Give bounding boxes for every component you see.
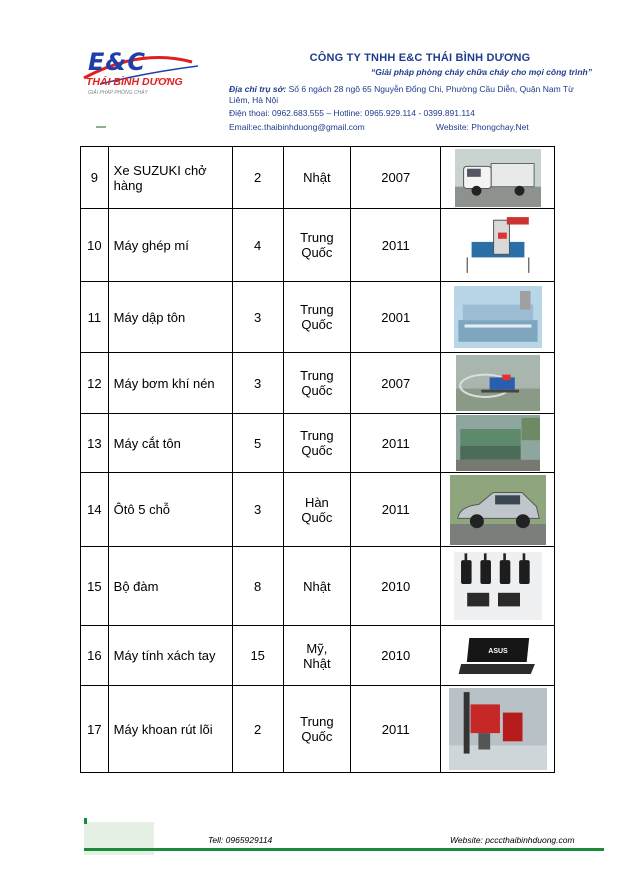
seaming-machine-photo xyxy=(454,214,542,276)
table-row xyxy=(81,686,555,773)
row-number: 17 xyxy=(81,686,109,773)
item-photo xyxy=(441,209,555,282)
row-number: 14 xyxy=(81,473,109,547)
company-name: CÔNG TY TNHH E&C THÁI BÌNH DƯƠNG xyxy=(309,52,531,64)
footer-tick xyxy=(84,818,87,824)
item-photo xyxy=(441,686,555,773)
item-name: Máy bơm khí nén xyxy=(108,353,232,414)
item-quantity: 3 xyxy=(232,473,283,547)
company-logo xyxy=(80,44,208,128)
item-quantity: 15 xyxy=(232,626,283,686)
item-name: Máy dập tôn xyxy=(108,282,232,353)
item-name: Máy khoan rút lõi xyxy=(108,686,232,773)
item-year: 2007 xyxy=(351,353,441,414)
item-quantity: 2 xyxy=(232,686,283,773)
table-row xyxy=(81,147,555,209)
item-photo xyxy=(441,147,555,209)
company-website: Website: Phongchay.Net xyxy=(436,122,529,132)
row-number: 10 xyxy=(81,209,109,282)
table-row xyxy=(81,473,555,547)
logo-mark xyxy=(96,126,106,128)
footer-line xyxy=(84,848,604,851)
table-row xyxy=(81,626,555,686)
item-year: 2007 xyxy=(351,147,441,209)
company-slogan: “Giải pháp phòng cháy chữa cháy cho mọi công trình” xyxy=(371,67,592,77)
item-year: 2010 xyxy=(351,626,441,686)
core-drill-photo xyxy=(449,688,547,770)
row-number: 9 xyxy=(81,147,109,209)
item-origin-text: Mỹ, Nhật xyxy=(303,640,331,671)
air-compressor-photo xyxy=(456,355,540,411)
item-origin xyxy=(283,282,350,353)
item-origin xyxy=(283,414,350,473)
footer-website: Website: pcccthaibinhduong.com xyxy=(450,835,575,845)
item-photo xyxy=(441,626,555,686)
table-row xyxy=(81,282,555,353)
item-quantity: 4 xyxy=(232,209,283,282)
company-address xyxy=(229,84,589,105)
row-number: 12 xyxy=(81,353,109,414)
truck-photo xyxy=(455,149,541,207)
row-number: 15 xyxy=(81,547,109,626)
item-origin-text: Trung Quốc xyxy=(300,428,334,458)
logo-tagline: GIẢI PHÁP PHÒNG CHÁY xyxy=(88,90,148,96)
table-row xyxy=(81,353,555,414)
item-year: 2011 xyxy=(351,686,441,773)
laptop-photo xyxy=(457,636,539,676)
car-photo xyxy=(450,475,546,545)
item-origin-text: Trung Quốc xyxy=(300,714,334,744)
item-year: 2011 xyxy=(351,414,441,473)
table-row xyxy=(81,547,555,626)
item-origin-text: Hàn Quốc xyxy=(301,494,333,525)
item-quantity: 3 xyxy=(232,353,283,414)
item-photo xyxy=(441,414,555,473)
item-photo xyxy=(441,547,555,626)
shearing-machine-photo xyxy=(456,415,540,471)
item-name: Máy ghép mí xyxy=(108,209,232,282)
row-number: 11 xyxy=(81,282,109,353)
svg-text:ASUS: ASUS xyxy=(487,647,508,655)
company-email: Email:ec.thaibinhduong@gmail.com xyxy=(229,122,365,132)
table-row xyxy=(81,209,555,282)
company-phone: Điện thoại: 0962.683.555 – Hotline: 0965.929.114 - 0399.891.114 xyxy=(229,108,475,118)
item-origin-text: Nhật xyxy=(303,170,331,185)
footer-tel: Tell: 0965929114 xyxy=(208,835,273,845)
item-origin xyxy=(283,147,350,209)
item-origin-text: Trung Quốc xyxy=(300,302,334,332)
item-year: 2010 xyxy=(351,547,441,626)
item-origin-text: Trung Quốc xyxy=(300,368,334,398)
press-machine-photo xyxy=(454,286,542,348)
item-origin xyxy=(283,473,350,547)
item-quantity: 2 xyxy=(232,147,283,209)
table-row xyxy=(81,414,555,473)
item-photo xyxy=(441,282,555,353)
item-year: 2001 xyxy=(351,282,441,353)
item-quantity: 3 xyxy=(232,282,283,353)
item-quantity: 8 xyxy=(232,547,283,626)
address-text: Số 6 ngách 28 ngõ 65 Nguyễn Đổng Chi, Phường Cầu Diễn, Quận Nam Từ Liêm, Hà Nội xyxy=(229,84,574,105)
item-quantity: 5 xyxy=(232,414,283,473)
item-name: Máy cắt tôn xyxy=(108,414,232,473)
logo-subtext: THÁI BÌNH DƯƠNG xyxy=(86,76,183,88)
item-origin xyxy=(283,547,350,626)
item-name: Máy tính xách tay xyxy=(108,626,232,686)
item-origin xyxy=(283,209,350,282)
item-origin xyxy=(283,353,350,414)
item-name: Bộ đàm xyxy=(108,547,232,626)
item-name: Ôtô 5 chỗ xyxy=(108,473,232,547)
item-year: 2011 xyxy=(351,473,441,547)
item-origin xyxy=(283,626,350,686)
item-origin xyxy=(283,686,350,773)
item-origin-text: Nhật xyxy=(303,578,331,594)
row-number: 13 xyxy=(81,414,109,473)
row-number: 16 xyxy=(81,626,109,686)
item-photo xyxy=(441,473,555,547)
item-name: Xe SUZUKI chở hàng xyxy=(108,147,232,209)
logo-text: E&C xyxy=(88,48,146,76)
item-year: 2011 xyxy=(351,209,441,282)
item-photo xyxy=(441,353,555,414)
equipment-table xyxy=(80,146,555,773)
item-origin-text: Trung Quốc xyxy=(300,230,334,260)
address-label: Địa chỉ trụ sở: xyxy=(229,84,287,94)
walkie-talkie-photo xyxy=(454,552,542,620)
